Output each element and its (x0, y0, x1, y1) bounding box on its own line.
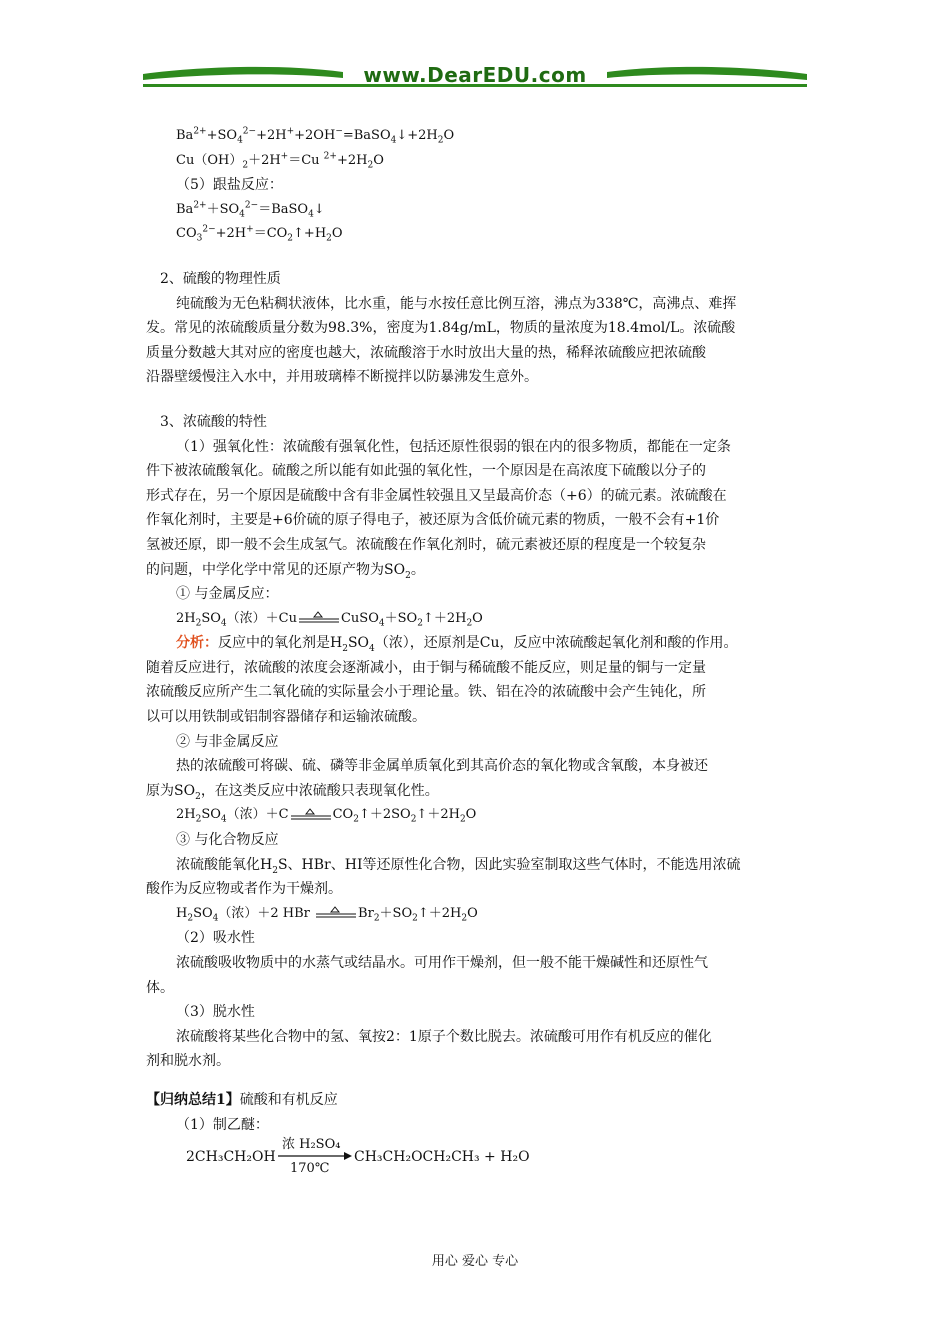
paragraph-line: 质量分数越大其对应的密度也越大，浓硫酸溶于水时放出大量的热，稀释浓硫酸应把浓硫酸 (146, 344, 706, 361)
paragraph-line: 以可以用铁制或铝制容器储存和运输浓硫酸。 (146, 709, 426, 726)
paragraph-line: 件下被浓硫酸氧化。硫酸之所以能有如此强的氧化性，一个原因是在高浓度下硫酸以分子的 (146, 463, 706, 480)
paragraph-line: 浓硫酸能氧化$H_2S$、HBr、HI等还原性化合物，因此实验室制取这些气体时，不能选用浓硫 (176, 856, 741, 876)
paragraph-line: 纯硫酸为无色粘稠状液体，比水重，能与水按任意比例互溶，沸点为338℃，高沸点、难挥 (176, 295, 737, 312)
analysis-label: 分析： (176, 635, 218, 652)
summary-title: 硫酸和有机反应 (239, 1091, 338, 1108)
absorb-title: （2）吸水性 (176, 930, 255, 947)
compound-reaction-title: ③ 与化合物反应 (176, 832, 279, 849)
paragraph-line: 作氧化剂时，主要是+6价硫的原子得电子，被还原为含低价硫元素的物质，一般不会有+1价 (146, 512, 720, 529)
ionic-equation-1: $Ba^{2+}+SO_4^{2-}+2H^++2OH^-=BaSO_4↓+2H_2O$ (176, 126, 455, 146)
analysis-line: 分析：反应中的氧化剂是$H_2SO_4$（浓），还原剂是Cu，反应中浓硫酸起氧化剂和酸的作用。 (176, 635, 738, 655)
heat-condition-icon (289, 808, 333, 822)
paragraph-line: 浓硫酸反应所产生二氧化硫的实际量会小于理论量。铁、铝在冷的浓硫酸中会产生钝化，所 (146, 684, 706, 701)
paragraph-line: 酸作为反应物或者作为干燥剂。 (146, 881, 342, 898)
ionic-equation-2: $Cu(OH)_2+2H^+=Cu$ $^{2+}+2H_2O$ (176, 151, 384, 171)
section-title: 3、浓硫酸的特性 (160, 413, 267, 430)
paragraph-line: 体。 (146, 979, 174, 996)
nonmetal-reaction-title: ② 与非金属反应 (176, 733, 279, 750)
salt-equation-2: $CO_3^{2-}+2H^+=CO_2↑+H_2O$ (176, 225, 343, 244)
reaction-temperature: 170℃ (290, 1161, 330, 1177)
paragraph-line: 浓硫酸吸收物质中的水蒸气或结晶水。可用作干燥剂，但一般不能干燥碱性和还原性气 (176, 955, 708, 971)
metal-equation: $2H_2SO_4$（浓）＋Cu $CuSO_4+SO_2↑+2H_2O$ (176, 610, 483, 629)
reaction-products: CH₃CH₂OCH₂CH₃ + H₂O (354, 1149, 530, 1166)
paragraph-line: 剂和脱水剂。 (146, 1053, 230, 1070)
site-name: www.DearEDU.com (363, 63, 587, 87)
page-footer: 用心 爱心 专心 (431, 1254, 519, 1269)
paragraph-line: 浓硫酸将某些化合物中的氢、氧按2：1原子个数比脱去。浓硫酸可用作有机反应的催化 (176, 1028, 712, 1045)
paragraph-line: 随着反应进行，浓硫酸的浓度会逐渐减小，由于铜与稀硫酸不能反应，则足量的铜与一定量 (146, 659, 706, 676)
summary-heading (146, 1088, 810, 1113)
paragraph-line: 热的浓硫酸可将碳、硫、磷等非金属单质氧化到其高价态的氧化物或含氧酸，本身被还 (176, 758, 708, 775)
document-body (146, 124, 810, 1177)
section-title: 2、硫酸的物理性质 (160, 270, 281, 287)
ether-reaction (186, 1137, 810, 1177)
paragraph-line: 氢被还原，即一般不会生成氢气。浓硫酸在作氧化剂时，硫元素被还原的程度是一个较复杂 (146, 536, 706, 553)
salt-reaction-title: （5）跟盐反应： (176, 177, 283, 194)
dehydration-title: （3）脱水性 (176, 1004, 255, 1021)
reaction-catalyst: 浓 H₂SO₄ (282, 1137, 341, 1153)
paragraph-line: 发。常见的浓硫酸质量分数为98.3%，密度为1.84g/mL，物质的量浓度为18.4mol/L。浓硫酸 (146, 320, 736, 337)
reaction-reactant: 2CH₃CH₂OH (186, 1149, 276, 1166)
paragraph-line: （1）强氧化性：浓硫酸有强氧化性，包括还原性很弱的银在内的很多物质，都能在一定条 (176, 438, 731, 455)
paragraph-line: 沿器壁缓慢注入水中，并用玻璃棒不断搅拌以防暴沸发生意外。 (146, 369, 538, 386)
compound-equation: $H_2SO_4$（浓）＋2 HBr $Br_2+SO_2↑+2H_2O$ (176, 905, 478, 924)
salt-equation-1: $Ba^{2+}+SO_4^{2-}=BaSO_4↓$ (176, 200, 325, 220)
paragraph-line: 形式存在，另一个原因是硫酸中含有非金属性较强且又呈最高价态（+6）的硫元素。浓硫酸在 (146, 487, 727, 504)
heat-condition-icon (314, 906, 358, 920)
metal-reaction-title: ① 与金属反应： (176, 586, 279, 603)
nonmetal-equation: $2H_2SO_4$（浓）＋C $CO_2↑+2SO_2↑+2H_2O$ (176, 807, 477, 826)
reaction-arrow-icon (278, 1151, 354, 1161)
paragraph-line: 的问题，中学化学中常见的还原产物为$SO_2$。 (146, 561, 425, 581)
summary-label: 【归纳总结1】 (146, 1091, 240, 1108)
paragraph-line: 原为$SO_2$，在这类反应中浓硫酸只表现氧化性。 (146, 782, 439, 802)
heat-condition-icon (297, 611, 341, 625)
summary-item: （1）制乙醚： (176, 1116, 269, 1133)
page-header (143, 58, 807, 94)
